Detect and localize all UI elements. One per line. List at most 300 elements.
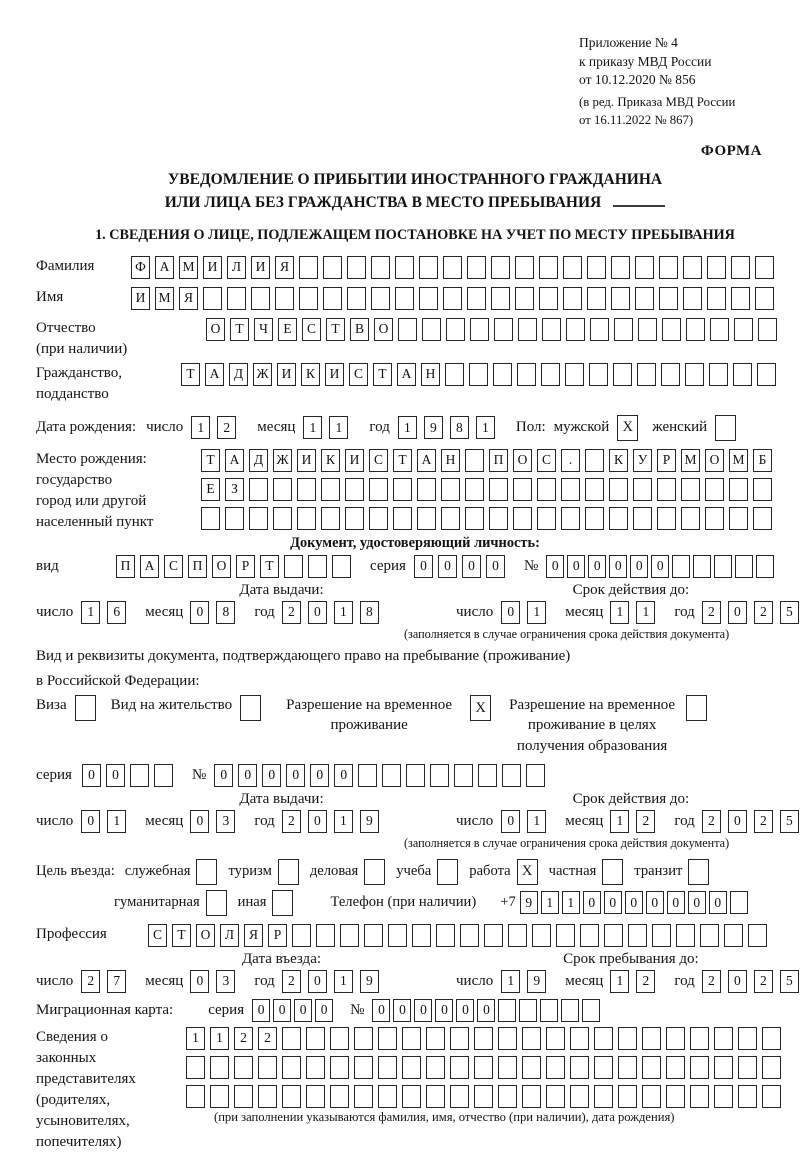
char-cell[interactable] [762,1056,781,1079]
char-cell[interactable]: 0 [728,810,747,833]
char-cell[interactable]: 0 [372,999,390,1022]
char-cell[interactable] [604,924,623,947]
char-cell[interactable] [611,287,630,310]
char-cell[interactable] [755,256,774,279]
option-checkbox[interactable] [437,859,458,885]
char-cell[interactable] [642,1085,661,1108]
char-cell[interactable] [210,1056,229,1079]
char-cell[interactable] [426,1056,445,1079]
char-cell[interactable]: 0 [646,891,664,914]
char-cell[interactable]: М [179,256,198,279]
char-cell[interactable]: Б [753,449,772,472]
char-cell[interactable] [347,287,366,310]
char-cell[interactable]: 1 [210,1027,229,1050]
char-cell[interactable] [714,555,732,578]
char-cell[interactable] [323,256,342,279]
char-cell[interactable]: С [349,363,368,386]
char-cell[interactable] [465,449,484,472]
char-cell[interactable]: 0 [308,601,327,624]
char-cell[interactable] [585,507,604,530]
char-cell[interactable]: 0 [651,555,669,578]
char-cell[interactable]: 1 [334,810,353,833]
char-cell[interactable] [395,256,414,279]
char-cell[interactable]: У [633,449,652,472]
char-cell[interactable] [738,1056,757,1079]
char-cell[interactable]: С [148,924,167,947]
char-cell[interactable]: 2 [217,416,236,439]
char-cell[interactable] [354,1056,373,1079]
char-cell[interactable] [546,1085,565,1108]
char-cell[interactable]: Ж [273,449,292,472]
char-cell[interactable] [539,256,558,279]
char-cell[interactable] [556,924,575,947]
char-cell[interactable]: 1 [107,810,126,833]
char-cell[interactable]: 2 [234,1027,253,1050]
char-cell[interactable] [321,507,340,530]
char-cell[interactable]: О [374,318,393,341]
char-cell[interactable]: Р [236,555,255,578]
char-cell[interactable]: 0 [393,999,411,1022]
char-cell[interactable] [618,1085,637,1108]
char-cell[interactable]: С [537,449,556,472]
char-cell[interactable] [657,507,676,530]
char-cell[interactable]: И [251,256,270,279]
option-checkbox[interactable] [272,890,293,916]
char-cell[interactable]: 0 [238,764,257,787]
char-cell[interactable] [419,256,438,279]
char-cell[interactable]: П [489,449,508,472]
char-cell[interactable]: И [345,449,364,472]
option-checkbox[interactable] [688,859,709,885]
char-cell[interactable]: Ч [254,318,273,341]
char-cell[interactable] [498,1056,517,1079]
char-cell[interactable] [730,891,748,914]
char-cell[interactable] [762,1085,781,1108]
char-cell[interactable] [642,1027,661,1050]
temp-permit-checkbox[interactable]: X [470,695,491,721]
char-cell[interactable]: 0 [308,810,327,833]
char-cell[interactable]: 1 [81,601,100,624]
char-cell[interactable] [570,1085,589,1108]
char-cell[interactable]: 0 [709,891,727,914]
char-cell[interactable]: 0 [334,764,353,787]
char-cell[interactable]: 2 [702,601,721,624]
char-cell[interactable] [210,1085,229,1108]
char-cell[interactable]: И [203,256,222,279]
char-cell[interactable]: 1 [636,601,655,624]
char-cell[interactable] [676,924,695,947]
char-cell[interactable] [729,478,748,501]
char-cell[interactable]: 8 [216,601,235,624]
char-cell[interactable] [618,1027,637,1050]
char-cell[interactable] [426,1085,445,1108]
char-cell[interactable] [493,363,512,386]
char-cell[interactable] [566,318,585,341]
char-cell[interactable] [273,478,292,501]
residence-permit-checkbox[interactable] [240,695,261,721]
char-cell[interactable]: О [212,555,231,578]
char-cell[interactable] [406,764,425,787]
female-checkbox[interactable] [715,415,736,441]
char-cell[interactable]: 8 [360,601,379,624]
char-cell[interactable] [426,1027,445,1050]
char-cell[interactable] [585,449,604,472]
char-cell[interactable] [388,924,407,947]
char-cell[interactable] [540,999,558,1022]
char-cell[interactable]: 1 [334,601,353,624]
char-cell[interactable]: Л [227,256,246,279]
char-cell[interactable] [541,363,560,386]
char-cell[interactable]: 0 [546,555,564,578]
char-cell[interactable] [638,318,657,341]
char-cell[interactable] [306,1085,325,1108]
char-cell[interactable] [709,363,728,386]
char-cell[interactable] [419,287,438,310]
char-cell[interactable] [417,478,436,501]
char-cell[interactable]: 5 [780,810,799,833]
char-cell[interactable]: 0 [294,999,312,1022]
char-cell[interactable] [681,478,700,501]
char-cell[interactable] [517,363,536,386]
option-checkbox[interactable] [206,890,227,916]
char-cell[interactable] [491,287,510,310]
char-cell[interactable]: 0 [190,810,209,833]
option-checkbox[interactable] [602,859,623,885]
char-cell[interactable] [308,555,327,578]
char-cell[interactable]: 0 [688,891,706,914]
char-cell[interactable] [522,1027,541,1050]
char-cell[interactable]: 0 [414,999,432,1022]
char-cell[interactable]: Т [172,924,191,947]
char-cell[interactable]: Т [326,318,345,341]
char-cell[interactable] [594,1027,613,1050]
char-cell[interactable]: Т [260,555,279,578]
char-cell[interactable]: 2 [282,970,301,993]
char-cell[interactable]: 0 [588,555,606,578]
char-cell[interactable]: 2 [754,601,773,624]
option-checkbox[interactable] [278,859,299,885]
char-cell[interactable]: 0 [310,764,329,787]
char-cell[interactable] [489,478,508,501]
char-cell[interactable]: . [561,449,580,472]
char-cell[interactable]: Р [657,449,676,472]
char-cell[interactable] [690,1027,709,1050]
char-cell[interactable] [526,764,545,787]
char-cell[interactable] [594,1056,613,1079]
char-cell[interactable] [513,507,532,530]
char-cell[interactable] [354,1027,373,1050]
char-cell[interactable]: 2 [282,810,301,833]
char-cell[interactable]: 0 [106,764,125,787]
char-cell[interactable]: Т [373,363,392,386]
char-cell[interactable] [522,1085,541,1108]
char-cell[interactable] [445,363,464,386]
char-cell[interactable]: 0 [308,970,327,993]
char-cell[interactable] [756,555,774,578]
char-cell[interactable]: Е [201,478,220,501]
char-cell[interactable] [714,1085,733,1108]
char-cell[interactable] [705,507,724,530]
char-cell[interactable] [662,318,681,341]
char-cell[interactable] [642,1056,661,1079]
char-cell[interactable]: 2 [702,970,721,993]
char-cell[interactable]: 0 [315,999,333,1022]
char-cell[interactable] [580,924,599,947]
char-cell[interactable] [306,1056,325,1079]
char-cell[interactable]: 1 [610,601,629,624]
char-cell[interactable] [587,256,606,279]
char-cell[interactable]: 9 [360,970,379,993]
char-cell[interactable]: Н [421,363,440,386]
char-cell[interactable] [494,318,513,341]
char-cell[interactable]: К [609,449,628,472]
char-cell[interactable] [441,478,460,501]
char-cell[interactable] [378,1085,397,1108]
char-cell[interactable]: И [297,449,316,472]
char-cell[interactable] [542,318,561,341]
char-cell[interactable] [422,318,441,341]
char-cell[interactable] [539,287,558,310]
char-cell[interactable]: 0 [438,555,457,578]
char-cell[interactable] [690,1085,709,1108]
char-cell[interactable] [508,924,527,947]
char-cell[interactable] [714,1056,733,1079]
char-cell[interactable]: 1 [610,970,629,993]
char-cell[interactable] [332,555,351,578]
char-cell[interactable]: Д [249,449,268,472]
char-cell[interactable] [395,287,414,310]
char-cell[interactable] [316,924,335,947]
char-cell[interactable]: 0 [667,891,685,914]
char-cell[interactable]: 2 [754,970,773,993]
char-cell[interactable] [284,555,303,578]
char-cell[interactable] [498,1027,517,1050]
char-cell[interactable] [358,764,377,787]
char-cell[interactable] [613,363,632,386]
char-cell[interactable] [273,507,292,530]
char-cell[interactable] [489,507,508,530]
char-cell[interactable] [628,924,647,947]
char-cell[interactable]: 0 [414,555,433,578]
char-cell[interactable] [369,507,388,530]
char-cell[interactable]: 2 [636,970,655,993]
char-cell[interactable]: 0 [81,810,100,833]
char-cell[interactable]: К [301,363,320,386]
char-cell[interactable]: 0 [456,999,474,1022]
char-cell[interactable]: Т [201,449,220,472]
char-cell[interactable] [589,363,608,386]
char-cell[interactable]: 0 [728,601,747,624]
char-cell[interactable] [441,507,460,530]
char-cell[interactable] [478,764,497,787]
char-cell[interactable]: К [321,449,340,472]
char-cell[interactable]: Ф [131,256,150,279]
char-cell[interactable] [724,924,743,947]
char-cell[interactable] [491,256,510,279]
char-cell[interactable] [666,1085,685,1108]
char-cell[interactable] [618,1056,637,1079]
char-cell[interactable] [436,924,455,947]
char-cell[interactable] [225,507,244,530]
char-cell[interactable]: 2 [702,810,721,833]
char-cell[interactable] [454,764,473,787]
char-cell[interactable]: 8 [450,416,469,439]
char-cell[interactable]: 2 [258,1027,277,1050]
char-cell[interactable] [340,924,359,947]
char-cell[interactable] [306,1027,325,1050]
char-cell[interactable]: 2 [282,601,301,624]
char-cell[interactable]: Н [441,449,460,472]
char-cell[interactable]: 0 [486,555,505,578]
char-cell[interactable]: 1 [541,891,559,914]
char-cell[interactable] [299,287,318,310]
char-cell[interactable]: 3 [216,970,235,993]
char-cell[interactable] [498,1085,517,1108]
char-cell[interactable]: 0 [630,555,648,578]
char-cell[interactable]: С [164,555,183,578]
char-cell[interactable] [186,1085,205,1108]
char-cell[interactable] [633,507,652,530]
char-cell[interactable] [561,507,580,530]
char-cell[interactable]: И [131,287,150,310]
char-cell[interactable] [515,256,534,279]
char-cell[interactable] [700,924,719,947]
char-cell[interactable]: 2 [81,970,100,993]
char-cell[interactable] [753,507,772,530]
char-cell[interactable]: А [140,555,159,578]
char-cell[interactable]: 0 [262,764,281,787]
char-cell[interactable] [393,507,412,530]
char-cell[interactable] [710,318,729,341]
char-cell[interactable] [382,764,401,787]
char-cell[interactable]: 9 [527,970,546,993]
char-cell[interactable] [614,318,633,341]
option-checkbox[interactable] [364,859,385,885]
char-cell[interactable] [729,507,748,530]
char-cell[interactable]: 0 [252,999,270,1022]
char-cell[interactable]: З [225,478,244,501]
char-cell[interactable] [249,507,268,530]
char-cell[interactable] [563,256,582,279]
char-cell[interactable] [666,1056,685,1079]
char-cell[interactable] [762,1027,781,1050]
edu-permit-checkbox[interactable] [686,695,707,721]
char-cell[interactable] [465,507,484,530]
char-cell[interactable] [297,478,316,501]
char-cell[interactable] [635,256,654,279]
char-cell[interactable] [234,1056,253,1079]
char-cell[interactable]: 0 [501,601,520,624]
char-cell[interactable] [227,287,246,310]
char-cell[interactable]: 1 [527,810,546,833]
char-cell[interactable] [546,1056,565,1079]
char-cell[interactable]: Т [393,449,412,472]
char-cell[interactable]: А [155,256,174,279]
char-cell[interactable] [258,1085,277,1108]
char-cell[interactable] [299,256,318,279]
char-cell[interactable]: 0 [273,999,291,1022]
char-cell[interactable]: О [513,449,532,472]
char-cell[interactable]: М [155,287,174,310]
char-cell[interactable] [757,363,776,386]
char-cell[interactable] [282,1085,301,1108]
char-cell[interactable]: 0 [286,764,305,787]
char-cell[interactable] [594,1085,613,1108]
char-cell[interactable]: 7 [107,970,126,993]
char-cell[interactable] [378,1027,397,1050]
char-cell[interactable]: Ж [253,363,272,386]
char-cell[interactable] [561,999,579,1022]
char-cell[interactable] [474,1085,493,1108]
char-cell[interactable] [758,318,777,341]
char-cell[interactable] [371,256,390,279]
char-cell[interactable] [635,287,654,310]
char-cell[interactable]: 0 [190,601,209,624]
char-cell[interactable] [685,363,704,386]
char-cell[interactable] [450,1085,469,1108]
char-cell[interactable]: 1 [191,416,210,439]
char-cell[interactable]: М [681,449,700,472]
char-cell[interactable]: В [350,318,369,341]
char-cell[interactable]: 0 [190,970,209,993]
char-cell[interactable]: 1 [610,810,629,833]
char-cell[interactable]: 9 [424,416,443,439]
char-cell[interactable] [513,478,532,501]
char-cell[interactable] [707,256,726,279]
char-cell[interactable] [518,318,537,341]
char-cell[interactable]: С [302,318,321,341]
char-cell[interactable] [354,1085,373,1108]
male-checkbox[interactable]: X [617,415,638,441]
char-cell[interactable] [450,1056,469,1079]
char-cell[interactable] [637,363,656,386]
char-cell[interactable]: 0 [609,555,627,578]
char-cell[interactable] [714,1027,733,1050]
char-cell[interactable] [402,1056,421,1079]
char-cell[interactable] [537,507,556,530]
char-cell[interactable] [686,318,705,341]
char-cell[interactable] [681,507,700,530]
char-cell[interactable] [467,287,486,310]
char-cell[interactable] [402,1085,421,1108]
char-cell[interactable] [563,287,582,310]
char-cell[interactable] [609,507,628,530]
char-cell[interactable]: А [205,363,224,386]
char-cell[interactable] [570,1056,589,1079]
char-cell[interactable] [666,1027,685,1050]
char-cell[interactable]: 0 [728,970,747,993]
char-cell[interactable] [707,287,726,310]
char-cell[interactable]: 2 [754,810,773,833]
char-cell[interactable] [748,924,767,947]
char-cell[interactable] [330,1085,349,1108]
char-cell[interactable] [582,999,600,1022]
char-cell[interactable]: 0 [625,891,643,914]
char-cell[interactable] [661,363,680,386]
char-cell[interactable] [734,318,753,341]
char-cell[interactable] [502,764,521,787]
char-cell[interactable] [683,287,702,310]
char-cell[interactable]: 1 [186,1027,205,1050]
char-cell[interactable] [474,1056,493,1079]
char-cell[interactable] [570,1027,589,1050]
char-cell[interactable] [690,1056,709,1079]
char-cell[interactable] [330,1027,349,1050]
char-cell[interactable]: 0 [604,891,622,914]
char-cell[interactable] [693,555,711,578]
char-cell[interactable] [755,287,774,310]
char-cell[interactable]: 0 [214,764,233,787]
